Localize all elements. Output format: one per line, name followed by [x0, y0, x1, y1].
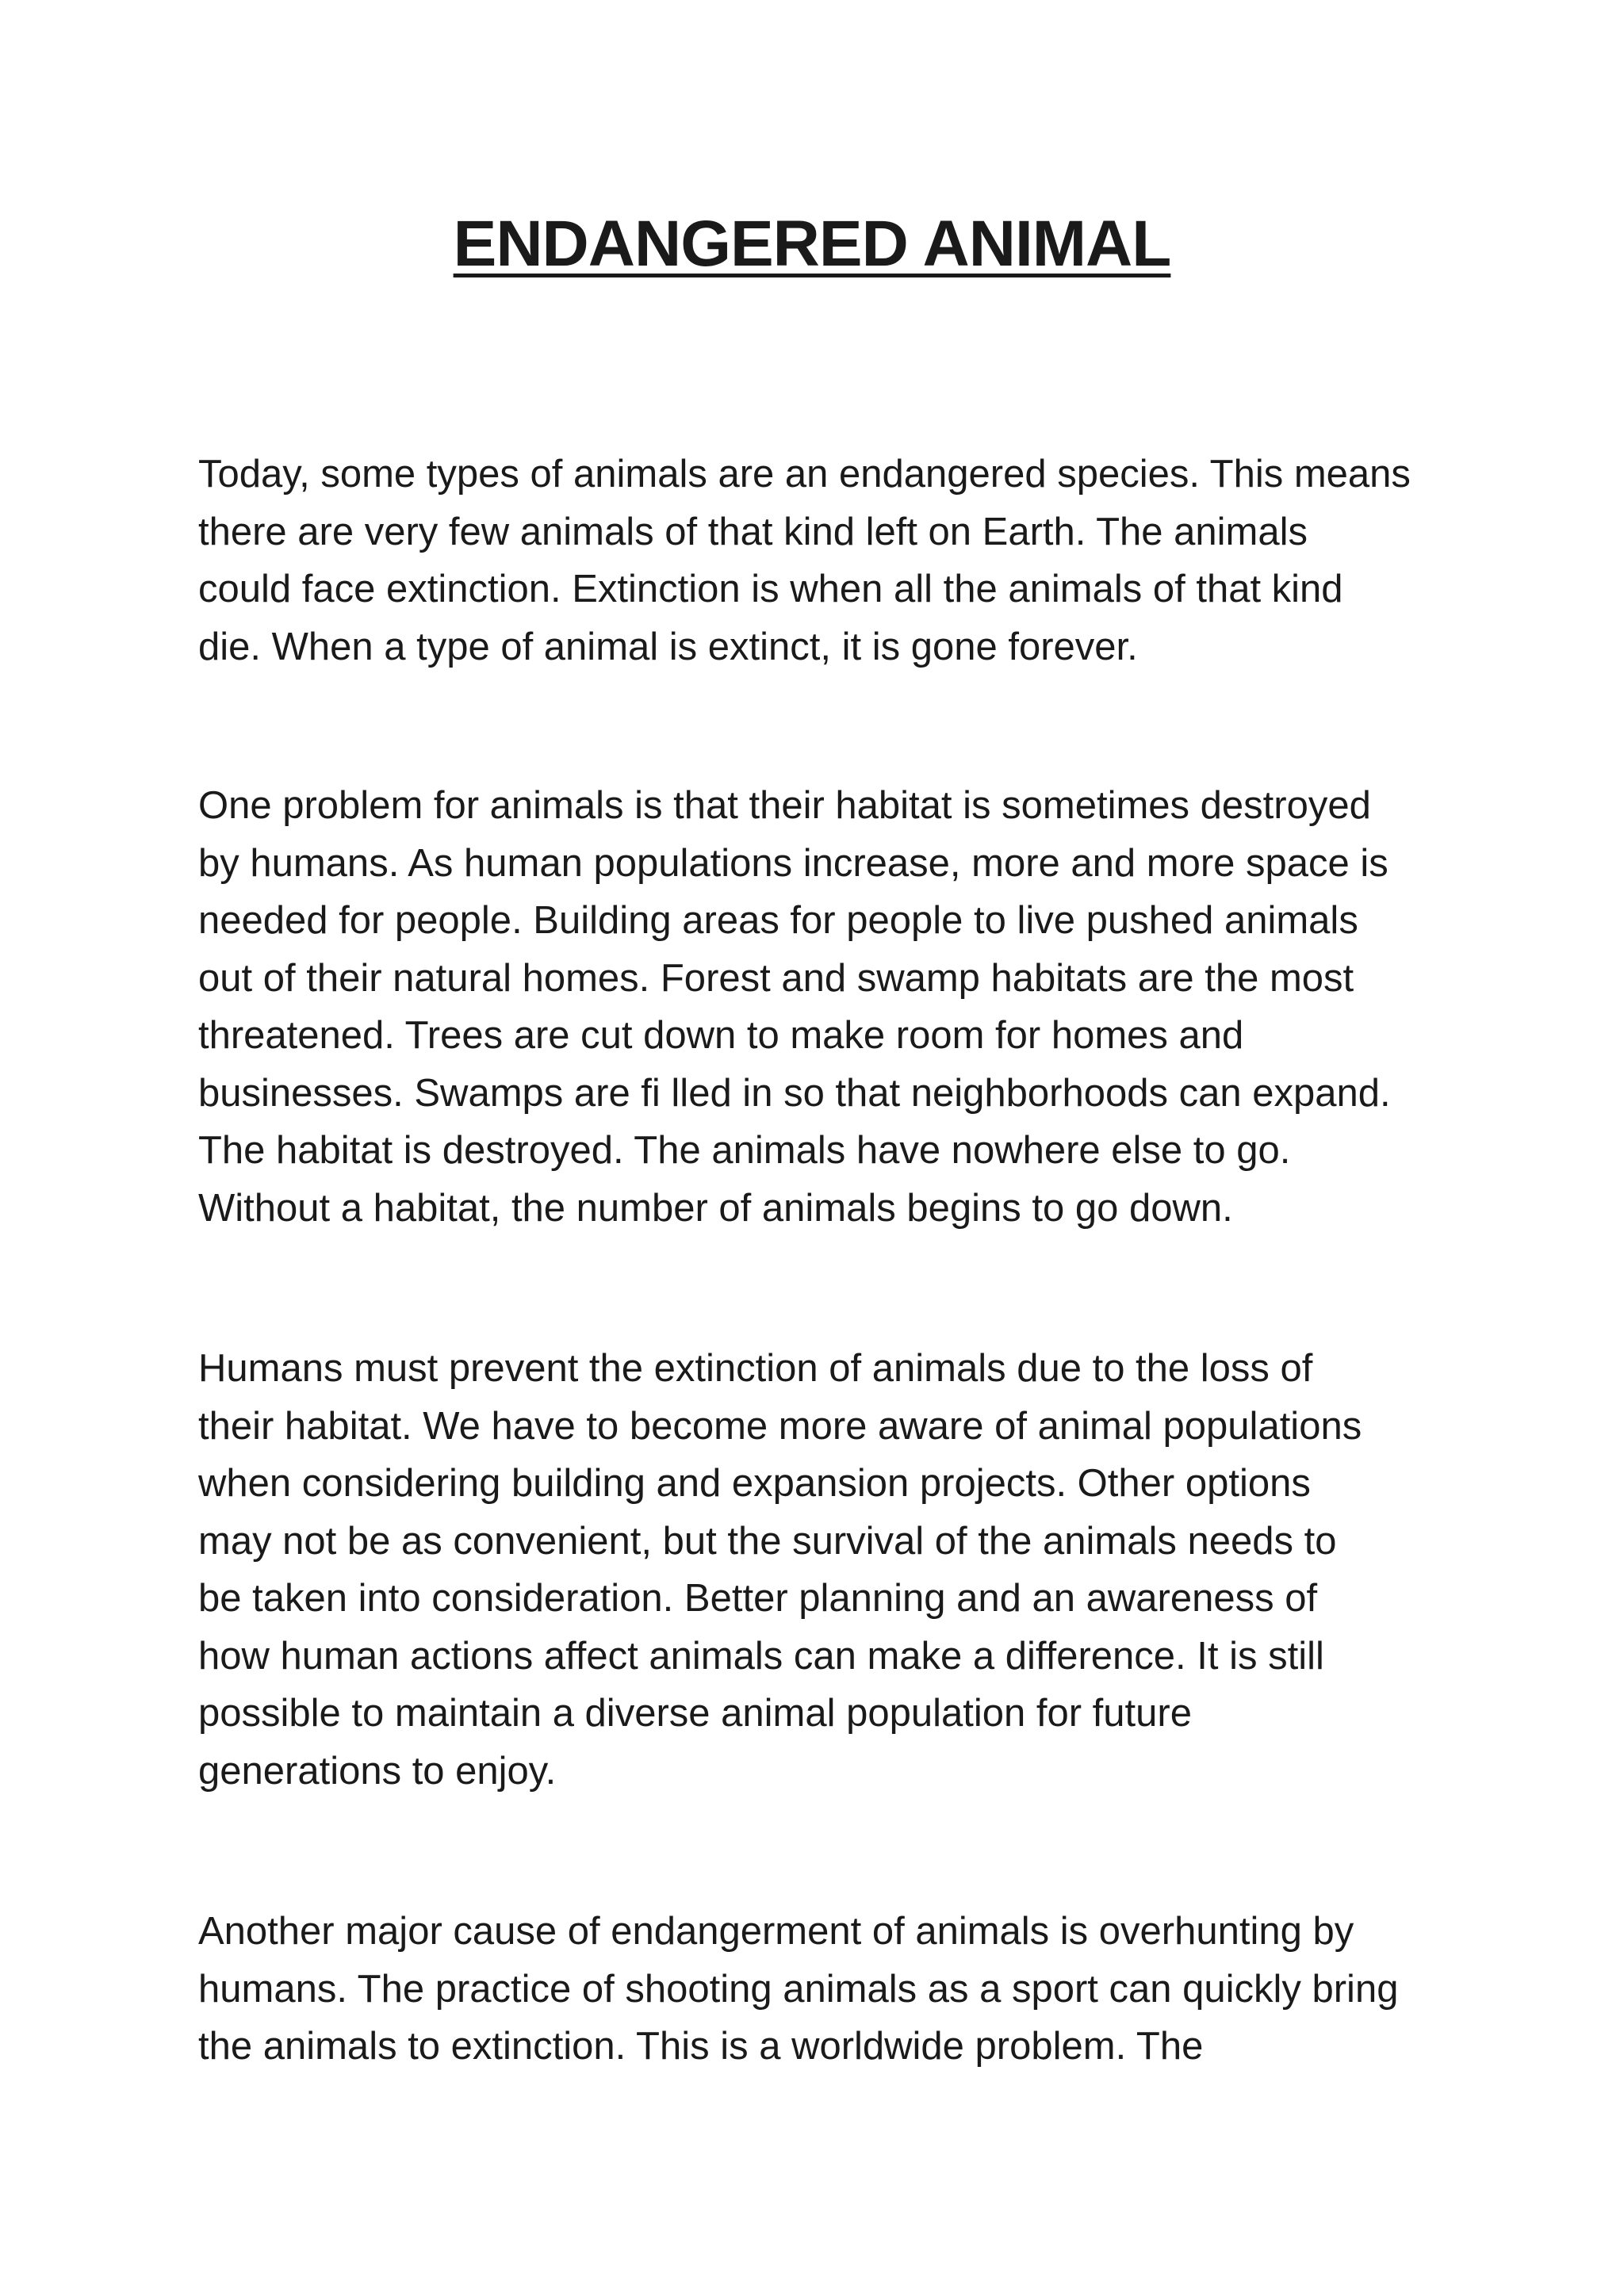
paragraph-3: [198, 1340, 1451, 1800]
paragraph-line: the animals to extinction. This is a worldwide problem. The: [198, 2025, 1204, 2068]
paragraph-line: by humans. As human populations increase, more and more space is: [198, 841, 1388, 885]
paragraph-4: [198, 1903, 1451, 2076]
paragraph-line: needed for people. Building areas for people to live pushed animals: [198, 899, 1358, 942]
paragraph-line: Humans must prevent the extinction of animals due to the loss of: [198, 1347, 1313, 1390]
paragraph-line: how human actions affect animals can make a difference. It is still: [198, 1634, 1324, 1678]
paragraph-line: One problem for animals is that their habitat is sometimes destroyed: [198, 784, 1371, 827]
paragraph-2: [198, 777, 1451, 1237]
paragraph-line: businesses. Swamps are fi lled in so that neighborhoods can expand.: [198, 1071, 1391, 1115]
paragraph-line: there are very few animals of that kind left on Earth. The animals: [198, 510, 1308, 553]
paragraph-line: The habitat is destroyed. The animals have nowhere else to go.: [198, 1129, 1291, 1172]
paragraph-line: Today, some types of animals are an endangered species. This means: [198, 453, 1411, 496]
paragraph-line: threatened. Trees are cut down to make room for homes and: [198, 1014, 1244, 1057]
paragraph-1: [198, 446, 1451, 675]
paragraph-line: die. When a type of animal is extinct, it is gone forever.: [198, 625, 1138, 668]
paragraph-line: humans. The practice of shooting animals as a sport can quickly bring: [198, 1967, 1399, 2011]
page-title: ENDANGERED ANIMAL: [453, 208, 1171, 280]
paragraph-line: may not be as convenient, but the survival of the animals needs to: [198, 1519, 1337, 1563]
paragraph-line: possible to maintain a diverse animal population for future: [198, 1692, 1192, 1735]
paragraph-line: Another major cause of endangerment of animals is overhunting by: [198, 1910, 1354, 1953]
paragraph-line: be taken into consideration. Better planning and an awareness of: [198, 1577, 1318, 1620]
paragraph-line: generations to enjoy.: [198, 1749, 557, 1793]
paragraph-line: their habitat. We have to become more aware of animal populations: [198, 1404, 1362, 1448]
paragraph-line: could face extinction. Extinction is when all the animals of that kind: [198, 568, 1343, 610]
paragraph-line: out of their natural homes. Forest and swamp habitats are the most: [198, 956, 1354, 1000]
paragraph-line: Without a habitat, the number of animals begins to go down.: [198, 1186, 1233, 1230]
paragraph-line: when considering building and expansion projects. Other options: [198, 1462, 1311, 1505]
